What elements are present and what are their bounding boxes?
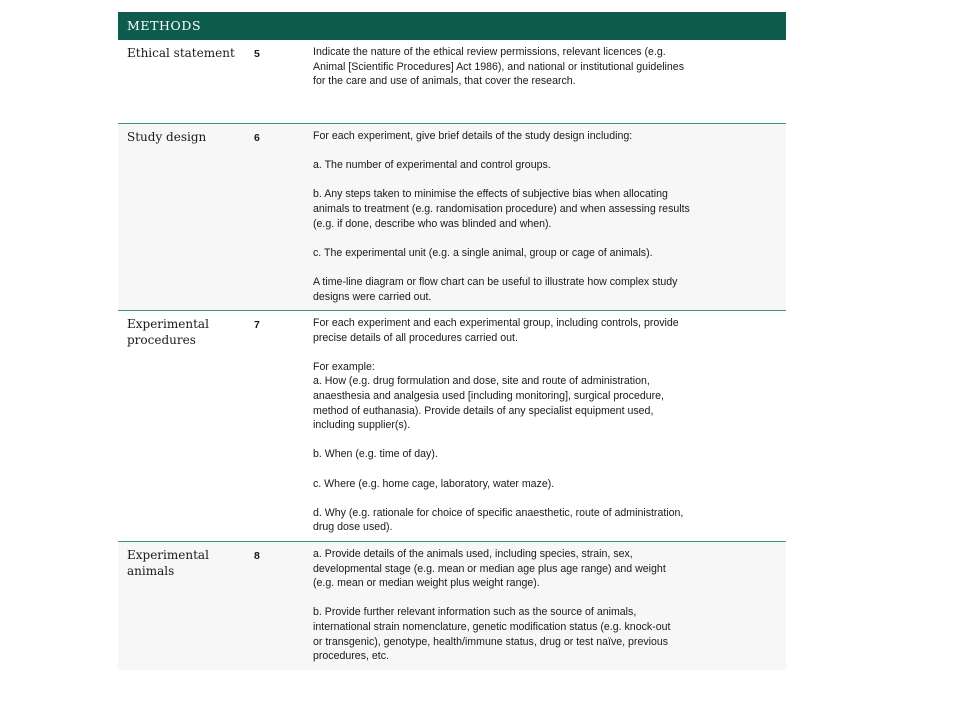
recommendation-paragraph: c. The experimental unit (e.g. a single animal, group or cage of animals). (313, 246, 653, 259)
row-item-number: 7 (254, 319, 260, 331)
row-topic: Experimental animals (127, 548, 209, 578)
table-row-experimental-animals (118, 542, 786, 670)
row-item-number: 8 (254, 550, 260, 562)
table-row-study-design (118, 124, 786, 311)
recommendation-paragraph: Indicate the nature of the ethical review permissions, relevant licences (e.g. Animal [Scientific Procedures] Act 1986), and national or institutional guidelines for the care and use of animals, that cover the research. (313, 46, 684, 88)
recommendation-paragraph: For each experiment and each experimental group, including controls, provide precise details of all procedures carried out. (313, 317, 679, 344)
recommendation-paragraph: b. When (e.g. time of day). (313, 448, 438, 461)
row-topic: Ethical statement (127, 46, 235, 60)
row-topic: Experimental procedures (127, 317, 209, 347)
recommendation-paragraph: a. The number of experimental and control groups. (313, 159, 551, 172)
recommendation-paragraph: b. Provide further relevant information such as the source of animals, international strain nomenclature, genetic modification status (e.g. knock-out or transgenic), genotype, health/immune status, drug or test naïve, previous procedures, etc. (313, 606, 671, 663)
methods-table (118, 12, 786, 670)
table-row-experimental-procedures (118, 311, 786, 542)
recommendation-paragraph: d. Why (e.g. rationale for choice of specific anaesthetic, route of administration, drug dose used). (313, 506, 684, 534)
row-recommendation (313, 45, 786, 123)
row-recommendation (313, 547, 786, 670)
recommendation-paragraph: A time-line diagram or flow chart can be useful to illustrate how complex study designs were carried out. (313, 275, 678, 303)
row-topic: Study design (127, 130, 207, 144)
recommendation-paragraph: c. Where (e.g. home cage, laboratory, water maze). (313, 477, 555, 490)
row-item-number: 5 (254, 48, 260, 60)
section-header: METHODS (118, 12, 786, 40)
recommendation-paragraph: a. Provide details of the animals used, including species, strain, sex, developmental stage (e.g. mean or median age plus age range) and weight (e.g. mean or median weight plus weight range). (313, 548, 666, 590)
row-recommendation (313, 316, 786, 541)
table-row-ethical-statement (118, 40, 786, 124)
recommendation-paragraph: For example: a. How (e.g. drug formulation and dose, site and route of administration, anaesthesia and analgesia used [including monitoring], surgical procedure, method of euthanasia). Provide details of any specialist equipment used, including supplier(s). (313, 360, 664, 432)
row-item-number: 6 (254, 132, 260, 144)
row-recommendation (313, 129, 786, 310)
recommendation-paragraph: b. Any steps taken to minimise the effects of subjective bias when allocating animals to treatment (e.g. randomisation procedure) and when assessing results (e.g. if done, describe who was blinded and when). (313, 188, 690, 230)
recommendation-paragraph: For each experiment, give brief details of the study design including: (313, 130, 633, 142)
